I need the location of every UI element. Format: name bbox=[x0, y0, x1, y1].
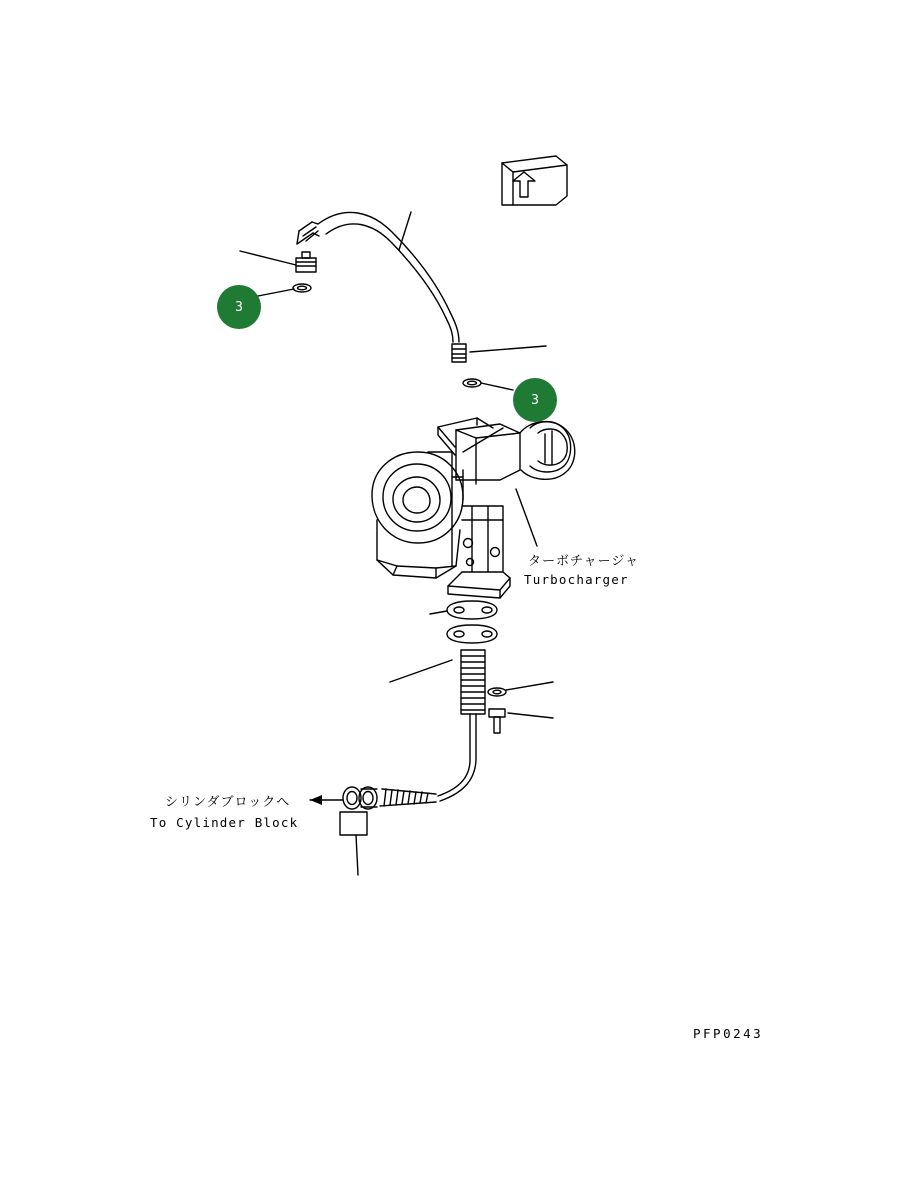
callout-number: 3 bbox=[235, 299, 243, 315]
cylinder-block-label-jp: シリンダブロックへ bbox=[165, 795, 291, 810]
turbocharger-label-jp: ターボチャージャ bbox=[528, 554, 640, 569]
cylinder-block-arrow-icon bbox=[310, 795, 322, 805]
drawing-code: PFP0243 bbox=[693, 1026, 764, 1041]
callout-bubble-3b[interactable] bbox=[513, 378, 557, 422]
turbocharger-assembly bbox=[372, 414, 575, 598]
callout-number: 3 bbox=[531, 392, 539, 408]
cylinder-block-label-en: To Cylinder Block bbox=[150, 815, 299, 830]
turbocharger-label-en: Turbocharger bbox=[524, 572, 629, 587]
fwd-marker-icon bbox=[502, 156, 567, 205]
oil-supply-hose bbox=[240, 212, 459, 342]
oil-drain-assembly bbox=[310, 601, 553, 875]
callout-bubble-3a[interactable] bbox=[217, 285, 261, 329]
